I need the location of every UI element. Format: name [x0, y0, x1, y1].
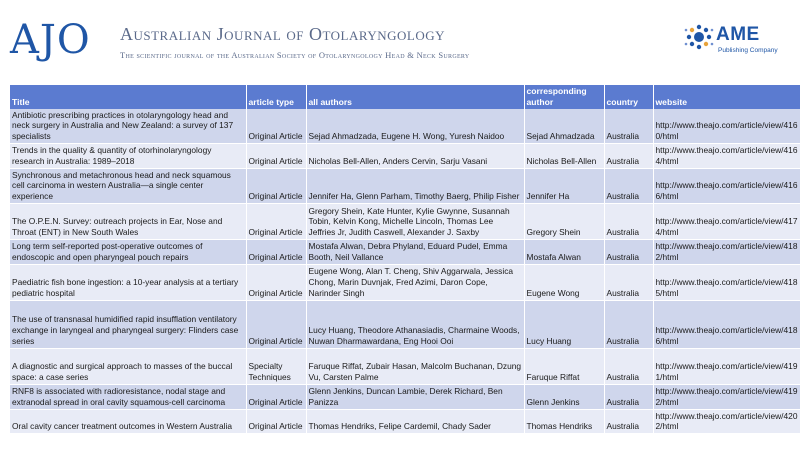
- journal-subtitle: The scientific journal of the Australian Society of Otolaryngology Head & Neck Surgery: [120, 50, 470, 60]
- article-link[interactable]: http://www.theajo.com/article/view/4160/html: [653, 109, 800, 144]
- article-title: Paediatric fish bone ingestion: a 10-year analysis at a tertiary pediatric hospital: [10, 264, 246, 300]
- table-row: [10, 109, 800, 144]
- ame-name: AME: [716, 24, 760, 45]
- table-row: [10, 348, 800, 384]
- page-header: [0, 0, 800, 84]
- table-row: [10, 203, 800, 239]
- article-link[interactable]: http://www.theajo.com/article/view/4191/html: [653, 348, 800, 384]
- article-type: Original Article: [246, 264, 306, 300]
- corresponding-author: Eugene Wong: [524, 264, 604, 300]
- corresponding-author: Lucy Huang: [524, 300, 604, 348]
- ajo-logo[interactable]: AJO: [10, 17, 91, 63]
- column-header-title: Title: [10, 85, 246, 109]
- article-authors: Gregory Shein, Kate Hunter, Kylie Gwynne, Susannah Tobin, Kelvin Kong, Michelle Lincoln, Thomas Lee Jeffries Jr, Judith Caswell, Alexander J. Saxby: [306, 203, 524, 239]
- article-title: Antibiotic prescribing practices in otolaryngology head and neck surgery in Australia and New Zealand: a survey of 137 specialists: [10, 109, 246, 144]
- article-country: Australia: [604, 239, 653, 264]
- article-authors: Nicholas Bell-Allen, Anders Cervin, Sarju Vasani: [306, 143, 524, 168]
- corresponding-author: Faruque Riffat: [524, 348, 604, 384]
- table-row: [10, 300, 800, 348]
- article-type: Original Article: [246, 168, 306, 203]
- article-link[interactable]: http://www.theajo.com/article/view/4202/html: [653, 409, 800, 434]
- table-row: [10, 264, 800, 300]
- article-link[interactable]: http://www.theajo.com/article/view/4192/html: [653, 384, 800, 409]
- table-header-row: [10, 85, 800, 109]
- article-title: The O.P.E.N. Survey: outreach projects in Ear, Nose and Throat (ENT) in New South Wales: [10, 203, 246, 239]
- column-header-corresponding: corresponding author: [524, 85, 604, 109]
- article-authors: Sejad Ahmadzada, Eugene H. Wong, Yuresh Naidoo: [306, 109, 524, 144]
- article-authors: Faruque Riffat, Zubair Hasan, Malcolm Buchanan, Dzung Vu, Carsten Palme: [306, 348, 524, 384]
- article-link[interactable]: http://www.theajo.com/article/view/4166/html: [653, 168, 800, 203]
- article-authors: Lucy Huang, Theodore Athanasiadis, Charmaine Woods, Nuwan Dharmawardana, Eng Hooi Ooi: [306, 300, 524, 348]
- corresponding-author: Glenn Jenkins: [524, 384, 604, 409]
- article-authors: Mostafa Alwan, Debra Phyland, Eduard Pudel, Emma Booth, Neil Vallance: [306, 239, 524, 264]
- article-country: Australia: [604, 348, 653, 384]
- article-type: Specialty Techniques: [246, 348, 306, 384]
- article-link[interactable]: http://www.theajo.com/article/view/4164/html: [653, 143, 800, 168]
- article-country: Australia: [604, 109, 653, 144]
- article-title: The use of transnasal humidified rapid insufflation ventilatory exchange in laryngeal and pharyngeal surgery: Flinders case series: [10, 300, 246, 348]
- article-country: Australia: [604, 300, 653, 348]
- article-country: Australia: [604, 264, 653, 300]
- article-type: Original Article: [246, 384, 306, 409]
- article-title: Oral cavity cancer treatment outcomes in Western Australia: [10, 409, 246, 434]
- table-row: [10, 409, 800, 434]
- table-row: [10, 143, 800, 168]
- article-authors: Thomas Hendriks, Felipe Cardemil, Chady Sader: [306, 409, 524, 434]
- article-country: Australia: [604, 384, 653, 409]
- journal-title: Australian Journal of Otolaryngology: [120, 24, 445, 44]
- article-authors: Jennifer Ha, Glenn Parham, Timothy Baerg, Philip Fisher: [306, 168, 524, 203]
- article-link[interactable]: http://www.theajo.com/article/view/4174/html: [653, 203, 800, 239]
- article-type: Original Article: [246, 300, 306, 348]
- article-link[interactable]: http://www.theajo.com/article/view/4186/html: [653, 300, 800, 348]
- article-title: Synchronous and metachronous head and neck squamous cell carcinoma in western Australia—a single center experience: [10, 168, 246, 203]
- corresponding-author: Sejad Ahmadzada: [524, 109, 604, 144]
- table-row: [10, 384, 800, 409]
- table-row: [10, 168, 800, 203]
- ame-tagline: Publishing Company: [718, 47, 778, 54]
- article-link[interactable]: http://www.theajo.com/article/view/4182/html: [653, 239, 800, 264]
- column-header-country: country: [604, 85, 653, 109]
- article-title: Trends in the quality & quantity of otorhinolaryngology research in Australia: 1989–2018: [10, 143, 246, 168]
- article-type: Original Article: [246, 143, 306, 168]
- article-title: Long term self-reported post-operative outcomes of endoscopic and open pharyngeal pouch repairs: [10, 239, 246, 264]
- article-type: Original Article: [246, 203, 306, 239]
- article-link[interactable]: http://www.theajo.com/article/view/4185/html: [653, 264, 800, 300]
- articles-table: [10, 85, 800, 434]
- corresponding-author: Thomas Hendriks: [524, 409, 604, 434]
- column-header-authors: all authors: [306, 85, 524, 109]
- article-country: Australia: [604, 168, 653, 203]
- article-authors: Eugene Wong, Alan T. Cheng, Shiv Aggarwala, Jessica Chong, Marin Duvnjak, Fred Azimi, Daron Cope, Narinder Singh: [306, 264, 524, 300]
- article-country: Australia: [604, 203, 653, 239]
- article-country: Australia: [604, 143, 653, 168]
- article-title: RNF8 is associated with radioresistance, nodal stage and extranodal spread in oral cavity squamous-cell carcinoma: [10, 384, 246, 409]
- article-country: Australia: [604, 409, 653, 434]
- article-type: Original Article: [246, 109, 306, 144]
- ame-logo[interactable]: [684, 22, 794, 62]
- corresponding-author: Nicholas Bell-Allen: [524, 143, 604, 168]
- ame-dots-icon: [684, 22, 714, 52]
- column-header-type: article type: [246, 85, 306, 109]
- article-type: Original Article: [246, 239, 306, 264]
- corresponding-author: Gregory Shein: [524, 203, 604, 239]
- corresponding-author: Jennifer Ha: [524, 168, 604, 203]
- article-title: A diagnostic and surgical approach to masses of the buccal space: a case series: [10, 348, 246, 384]
- article-type: Original Article: [246, 409, 306, 434]
- corresponding-author: Mostafa Alwan: [524, 239, 604, 264]
- table-row: [10, 239, 800, 264]
- column-header-website: website: [653, 85, 800, 109]
- article-authors: Glenn Jenkins, Duncan Lambie, Derek Richard, Ben Panizza: [306, 384, 524, 409]
